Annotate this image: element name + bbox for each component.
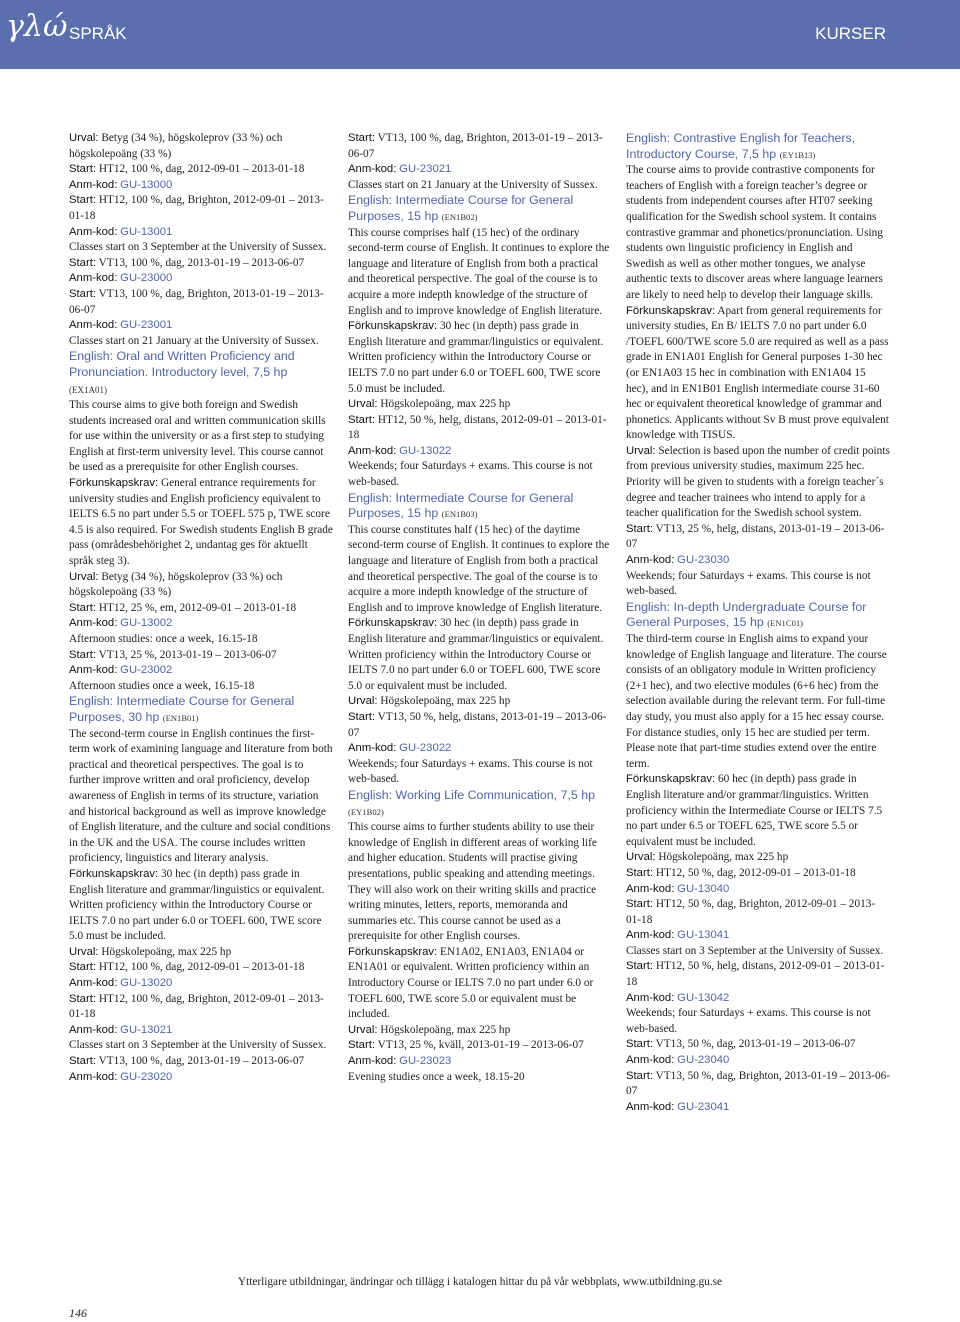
course-note: Classes start on 3 September at the University of Sussex. <box>626 944 884 957</box>
field-value: HT12, 50 %, dag, Brighton, 2012-09-01 – 2013-01-18 <box>626 898 876 926</box>
field-label: Anm-kod: <box>626 554 675 567</box>
course-title-text: English: Intermediate Course for General Purposes, 15 hp <box>348 193 574 223</box>
field-label: Start: <box>626 960 653 973</box>
field-value: HT12, 50 %, dag, 2012-09-01 – 2013-01-18 <box>655 866 856 879</box>
course-description: The second-term course in English continues the first-term work of examining language and literature from both practical and theoretical perspectives. The goal is to further improve written and oral proficiency, develop awareness of English in terms of its structure, variation and historical background as well as improve knowledge of English literature, and the culture and social conditions in the UK and the USA. The course includes written proficiency, linguistics and literary analysis. <box>69 727 333 865</box>
application-code-line <box>69 1070 333 1086</box>
application-code-line <box>69 178 333 194</box>
course-code: (EY1B13) <box>779 149 816 160</box>
field-label: Anm-kod: <box>69 664 118 677</box>
course-field <box>348 945 612 1023</box>
footer-note: Ytterligare utbildningar, ändringar och tillägg i katalogen hittar du på vår webbplats, www.utbildning.gu.se <box>237 1276 723 1288</box>
field-label: Start: <box>626 522 653 535</box>
category-title: KURSER <box>815 24 886 43</box>
field-value: General entrance requirements for university studies and English proficiency equivalent to IELTS 6.5 no part under 5.5 or TOEFL 575 p, TWE score 4.5 is also required. For Swedish students English B grade pass (områdesbehörighet 2, undantag ges för aktuellt språk steg 3). <box>69 477 333 568</box>
field-label: Anm-kod: <box>626 991 675 1004</box>
course-field <box>69 287 333 318</box>
course-note: Weekends; four Saturdays + exams. This course is not web-based. <box>626 1007 871 1035</box>
field-value: 30 hec (in depth) pass grade in English literature and grammar/linguistics or equivalent. Written proficiency within the Introductory Course or IELTS 7.0 no part under 6.0 or TOEFL 600, TWE score 5.0 must be included. <box>69 867 325 943</box>
field-value: VT13, 100 %, dag, Brighton, 2013-01-19 – 2013-06-07 <box>69 287 324 316</box>
application-code-line <box>69 318 333 334</box>
field-label: Urval: <box>69 570 99 583</box>
application-code: GU-13001 <box>120 225 173 238</box>
field-label: Anm-kod: <box>626 1054 675 1067</box>
application-code: GU-23022 <box>399 742 452 755</box>
column-2 <box>348 131 612 1085</box>
section-title: SPRÅK <box>69 24 127 43</box>
field-label: Start: <box>348 132 375 144</box>
course-title <box>348 193 612 225</box>
field-label: Förkunskapskrav: <box>348 320 438 333</box>
course-field <box>69 648 333 664</box>
field-value: 30 hec (in depth) pass grade in English literature and grammar/linguistics or equivalent. Written proficiency within the Introductory Course or IELTS 7.0 no part under 6.0 or TOEFL 600, TWE score 5.0 must be included. <box>348 320 604 395</box>
application-code: GU-23020 <box>120 1070 173 1083</box>
field-label: Urval: <box>69 132 99 144</box>
field-label: Förkunskapskrav: <box>69 477 159 490</box>
application-code: GU-13040 <box>677 882 730 895</box>
field-label: Start: <box>69 163 96 176</box>
course-note: Evening studies once a week, 18.15-20 <box>348 1070 525 1083</box>
field-label: Start: <box>69 194 96 207</box>
field-value: Högskolepoäng, max 225 hp <box>380 1023 511 1036</box>
field-label: Urval: <box>348 1023 378 1036</box>
application-code-line <box>626 553 890 569</box>
course-field <box>69 601 333 617</box>
field-value: Betyg (34 %), högskoleprov (33 %) och högskolepoäng (33 %) <box>69 570 283 599</box>
field-label: Urval: <box>626 444 656 457</box>
field-label: Anm-kod: <box>626 882 675 895</box>
course-description: This course aims to give both foreign and Swedish students increased oral and written communication skills for use within the university or as a first step to studying English at first-term university level. This course cannot be used as a prerequisite for other English courses. <box>69 399 326 474</box>
application-code: GU-23000 <box>120 272 173 285</box>
field-label: Start: <box>69 961 96 974</box>
application-code: GU-13000 <box>120 178 173 191</box>
application-code-line <box>69 976 333 992</box>
field-label: Anm-kod: <box>69 617 118 630</box>
field-label: Start: <box>69 287 96 300</box>
field-value: HT12, 100 %, dag, Brighton, 2012-09-01 – 2013-01-18 <box>69 194 324 222</box>
page-header <box>0 0 960 69</box>
course-title <box>626 600 890 632</box>
application-code-line <box>69 225 333 241</box>
course-field <box>626 444 890 522</box>
course-field <box>69 992 333 1023</box>
course-title <box>69 349 333 398</box>
field-value: Högskolepoäng, max 225 hp <box>658 851 789 864</box>
column-3 <box>626 131 890 1115</box>
course-field <box>69 1054 333 1070</box>
course-field <box>626 522 890 553</box>
application-code-line <box>69 271 333 287</box>
field-label: Förkunskapskrav: <box>626 773 716 786</box>
course-note: Weekends; four Saturdays + exams. This course is not web-based. <box>348 757 593 786</box>
course-field <box>69 945 333 961</box>
course-title <box>348 788 612 820</box>
course-title-text: English: In-depth Undergraduate Course for General Purposes, 15 hp <box>626 599 867 630</box>
field-value: Högskolepoäng, max 225 hp <box>101 945 232 958</box>
field-value: HT12, 25 %, em, 2012-09-01 – 2013-01-18 <box>98 601 297 614</box>
application-code-line <box>626 1053 890 1069</box>
application-code: GU-13020 <box>120 977 173 990</box>
field-value: VT13, 100 %, dag, Brighton, 2013-01-19 – 2013-06-07 <box>348 132 603 160</box>
application-code-line <box>348 741 612 757</box>
course-note: Classes start on 3 September at the University of Sussex. <box>69 241 327 254</box>
field-label: Förkunskapskrav: <box>626 304 716 317</box>
field-label: Urval: <box>348 695 378 708</box>
field-label: Anm-kod: <box>626 929 675 942</box>
field-value: VT13, 50 %, dag, 2013-01-19 – 2013-06-07 <box>655 1038 856 1051</box>
field-label: Anm-kod: <box>69 1070 118 1083</box>
course-field <box>69 256 333 272</box>
field-value: EN1A02, EN1A03, EN1A04 or EN1A01 or equivalent. Written proficiency within an Introductory Course or IELTS 7.0 no part under 6.0 or TOEFL 600, TWE score 5.0 or equivalent must be included. <box>348 945 594 1021</box>
application-code: GU-23001 <box>120 319 173 332</box>
field-label: Förkunskapskrav: <box>348 945 438 958</box>
course-code: (EX1A01) <box>69 384 107 395</box>
course-description: The course aims to provide contrastive components for teachers of English with a foreign teacher’s degree or students from independent courses after HT07 seeking qualification for the Swedish school system. It contains contrastive grammar and phonetics/pronunciation. Using students own linguistic proficiency in English and Swedish as well as other mother tongues, we analyse authentic texts to discover areas where language learners are likely to need help to develop their language skills. <box>626 164 883 301</box>
application-code-line <box>348 444 612 460</box>
field-label: Anm-kod: <box>69 272 118 285</box>
course-note: Classes start on 21 January at the University of Sussex. <box>348 178 598 191</box>
field-value: VT13, 25 %, kväll, 2013-01-19 – 2013-06-07 <box>377 1039 584 1052</box>
page-number: 146 <box>69 1306 87 1320</box>
course-field <box>626 959 890 990</box>
field-label: Start: <box>69 601 96 614</box>
course-field <box>348 1038 612 1054</box>
course-description: This course aims to further students ability to use their knowledge of English in different areas of working life and higher education. Students will practise giving presentations, public speaking and attending meetings. They will also work on their writing skills and practice writing minutes, letters, reports, memoranda and summaries etc. This course cannot be used as a prerequisite for other English courses. <box>348 821 597 943</box>
course-field <box>348 413 612 444</box>
application-code: GU-23023 <box>399 1055 452 1068</box>
course-field <box>348 710 612 741</box>
application-code: GU-23002 <box>120 664 173 677</box>
field-label: Start: <box>626 866 653 879</box>
course-field <box>69 131 333 162</box>
application-code: GU-23030 <box>677 554 730 567</box>
course-code: (EN1B03) <box>441 509 478 520</box>
application-code: GU-13002 <box>120 617 173 630</box>
field-label: Urval: <box>69 945 99 958</box>
course-field <box>626 1069 890 1100</box>
field-label: Start: <box>69 648 96 661</box>
course-note: Classes start on 21 January at the University of Sussex. <box>69 334 319 347</box>
course-code: (EY1B02) <box>348 806 384 817</box>
field-label: Anm-kod: <box>69 225 118 238</box>
field-label: Start: <box>69 256 96 269</box>
field-label: Start: <box>626 1038 653 1051</box>
field-label: Anm-kod: <box>348 163 397 176</box>
field-label: Anm-kod: <box>69 319 118 332</box>
application-code: GU-13041 <box>677 929 730 942</box>
course-field <box>69 570 333 601</box>
course-title-text: English: Intermediate Course for General Purposes, 15 hp <box>348 490 574 521</box>
application-code-line <box>69 616 333 632</box>
field-label: Anm-kod: <box>348 1055 397 1068</box>
field-label: Start: <box>69 992 96 1005</box>
field-value: VT13, 50 %, dag, Brighton, 2013-01-19 – 2013-06-07 <box>626 1069 891 1098</box>
course-field <box>69 960 333 976</box>
field-value: 30 hec (in depth) pass grade in English literature and grammar/linguistics or equivalent. Written proficiency within the Introductory Course or IELTS 7.0 no part under 6.0 or TOEFL 600, TWE score 5.0 or equivalent must be included. <box>348 617 604 692</box>
field-label: Start: <box>348 413 375 426</box>
course-field <box>626 866 890 882</box>
course-field <box>69 476 333 570</box>
field-value: HT12, 50 %, helg, distans, 2012-09-01 – 2013-01-18 <box>348 413 607 442</box>
application-code: GU-23041 <box>677 1100 730 1113</box>
course-description: The third-term course in English aims to expand your knowledge of English language and literature. The course consists of an obligatory module in Written proficiency (2+1 hec), and two elective modules (6+6 hec) from the selection available during the relevant term. For full-time day study, you must also apply for a 15 hec essay course. For distance studies, only 15 hec are studied per term. Please note that part-time studies extend over the entire term. <box>626 633 887 770</box>
field-label: Start: <box>626 898 653 911</box>
field-value: Betyg (34 %), högskoleprov (33 %) och högskolepoäng (33 %) <box>69 132 283 160</box>
course-title <box>348 491 612 523</box>
field-value: 60 hec (in depth) pass grade in English literature and/or grammar/linguistics. Written proficiency within the Intermediate Course or IELTS 7.5 no part under 6.5 or TOEFL 625, TWE score 5.5 or equivalent must be included. <box>626 773 883 848</box>
application-code-line <box>626 991 890 1007</box>
course-title-text: English: Oral and Written Proficiency and Pronunciation. Introductory level, 7,5 hp <box>69 349 295 379</box>
course-code: (EN1B02) <box>441 211 478 222</box>
application-code-line <box>69 1023 333 1039</box>
course-field <box>626 1037 890 1053</box>
course-description: This course comprises half (15 hec) of the ordinary second-term course of English. It continues to explore the language and literature of English from both a practical and theoretical perspective. The goal of the course is to acquire a more indepth knowledge of the structure of English and to improve knowledge of English literature. <box>348 226 610 317</box>
field-value: Högskolepoäng, max 225 hp <box>380 398 511 411</box>
field-value: HT12, 50 %, helg, distans, 2012-09-01 – 2013-01-18 <box>626 960 885 989</box>
application-code-line <box>69 663 333 679</box>
course-field <box>348 397 612 413</box>
course-title <box>626 131 890 163</box>
field-label: Urval: <box>348 398 378 411</box>
course-code: (EN1C01) <box>767 618 804 629</box>
field-value: VT13, 50 %, helg, distans, 2013-01-19 – 2013-06-07 <box>348 710 607 739</box>
course-field <box>626 850 890 866</box>
course-title-text: English: Intermediate Course for General Purposes, 30 hp <box>69 694 295 724</box>
course-note: Weekends; four Saturdays + exams. This course is not web-based. <box>626 569 871 598</box>
course-field <box>626 897 890 928</box>
course-code: (EN1B01) <box>162 712 199 723</box>
field-label: Anm-kod: <box>69 178 118 191</box>
field-label: Start: <box>69 1055 96 1068</box>
field-value: VT13, 25 %, 2013-01-19 – 2013-06-07 <box>98 648 277 661</box>
course-description: This course constitutes half (15 hec) of the daytime second-term course of English. It continues to explore the language and literature of English from both a practical and theoretical perspective. The goal of the course is to acquire a more indepth knowledge of the structure of English and to improve knowledge of English literature. <box>348 523 610 614</box>
field-label: Anm-kod: <box>626 1100 675 1113</box>
course-field <box>348 616 612 694</box>
course-title-text: English: Working Life Communication, 7,5 hp <box>348 787 596 802</box>
course-field <box>348 694 612 710</box>
field-label: Förkunskapskrav: <box>69 867 159 880</box>
course-field <box>69 867 333 945</box>
field-label: Anm-kod: <box>69 1023 118 1036</box>
course-field <box>626 772 890 850</box>
course-note: Afternoon studies once a week, 16.15-18 <box>69 679 255 692</box>
course-note: Afternoon studies: once a week, 16.15-18 <box>69 633 258 645</box>
field-value: HT12, 100 %, dag, 2012-09-01 – 2013-01-18 <box>98 163 305 176</box>
course-note: Classes start on 3 September at the University of Sussex. <box>69 1039 327 1052</box>
course-field <box>69 193 333 224</box>
course-field <box>626 304 890 444</box>
field-label: Förkunskapskrav: <box>348 617 438 630</box>
field-label: Start: <box>348 1039 375 1052</box>
field-label: Anm-kod: <box>348 444 397 457</box>
field-label: Anm-kod: <box>69 977 118 990</box>
application-code-line <box>626 882 890 898</box>
course-title <box>69 694 333 726</box>
brand-logo: γλώ <box>6 9 68 44</box>
field-label: Anm-kod: <box>348 742 397 755</box>
application-code-line <box>348 1054 612 1070</box>
field-value: VT13, 25 %, helg, distans, 2013-01-19 – 2013-06-07 <box>626 522 885 551</box>
application-code: GU-13042 <box>677 991 730 1004</box>
application-code-line <box>348 162 612 178</box>
course-field <box>348 1023 612 1039</box>
application-code-line <box>626 928 890 944</box>
application-code: GU-13021 <box>120 1023 173 1036</box>
field-label: Urval: <box>626 851 656 864</box>
field-value: VT13, 100 %, dag, 2013-01-19 – 2013-06-07 <box>98 256 305 269</box>
column-1 <box>69 131 333 1085</box>
field-value: Selection is based upon the number of credit points from previous university studies, maximum 225 hec. Priority will be given to students with a foreign teacher´s degree and teacher trainees who intend to apply for a teacher qualification for the Swedish school system. <box>626 444 890 520</box>
field-label: Start: <box>626 1069 653 1082</box>
application-code: GU-13022 <box>399 444 452 457</box>
field-value: Apart from general requirements for university studies, En B/ IELTS 7.0 no part under 6.0 /TOEFL 600/TWE score 5.0 are required as well as a pass grade in EN1A01 English for General purposes 1-30 hec (or EN1A03 15 hec in combination with EN1A04 15 hec), and in EN1B01 English intermediate course 31-60 hec or equivalent theoretical knowledge of grammar and phonetics. Applicants without Sv B must prove equivalent knowledge with TISUS. <box>626 304 889 442</box>
application-code: GU-23021 <box>399 163 452 176</box>
field-value: HT12, 100 %, dag, 2012-09-01 – 2013-01-18 <box>98 961 305 974</box>
course-field <box>69 162 333 178</box>
field-value: VT13, 100 %, dag, 2013-01-19 – 2013-06-07 <box>98 1055 305 1068</box>
application-code-line <box>626 1100 890 1116</box>
course-note: Weekends; four Saturdays + exams. This course is not web-based. <box>348 460 593 489</box>
field-value: Högskolepoäng, max 225 hp <box>380 695 511 708</box>
application-code: GU-23040 <box>677 1054 730 1067</box>
field-label: Start: <box>348 710 375 723</box>
course-field <box>348 131 612 162</box>
course-title-text: English: Contrastive English for Teachers, Introductory Course, 7,5 hp <box>626 131 856 161</box>
course-field <box>348 319 612 397</box>
field-value: HT12, 100 %, dag, Brighton, 2012-09-01 – 2013-01-18 <box>69 992 324 1021</box>
